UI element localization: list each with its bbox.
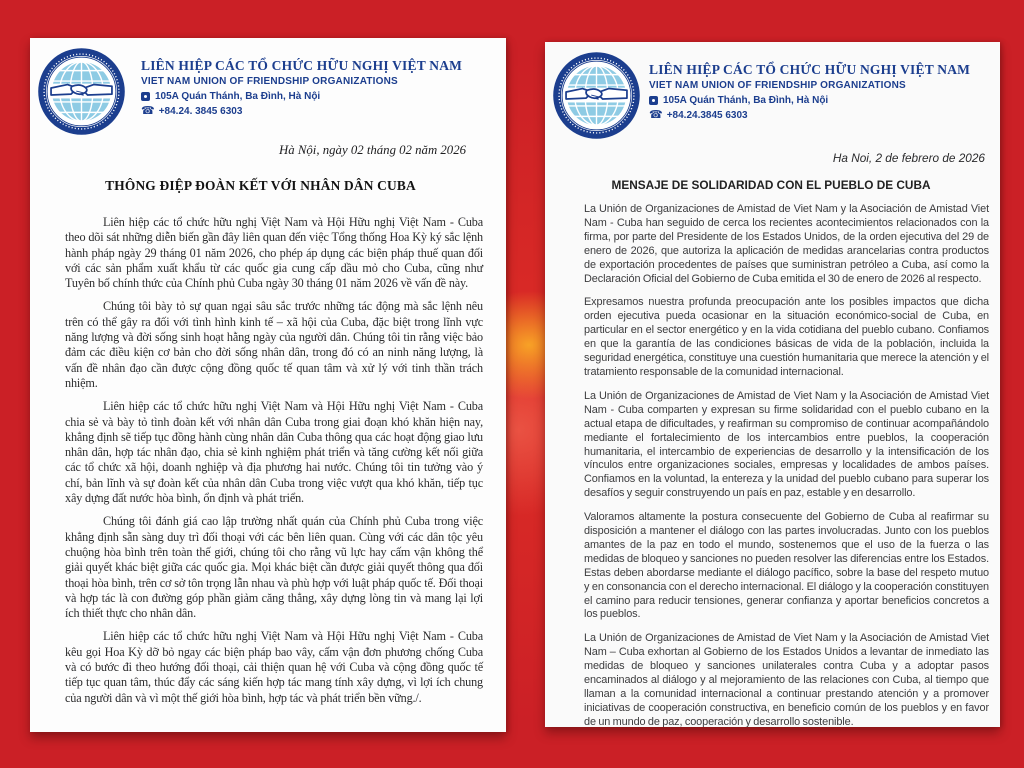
address-row bbox=[141, 91, 462, 102]
paragraph: Chúng tôi bày tỏ sự quan ngại sâu sắc trước những tác động mà sắc lệnh nêu trên có thể gây ra đối với tình hình kinh tế – xã hội của Cuba, đặc biệt trong lĩnh vực năng lượng và đời sống sinh hoạt hằng ngày của người dân. Chúng tôi tin rằng việc bảo đảm các điều kiện cơ bản cho đời sống nhân dân, trong đó có an ninh năng lượng, là vấn đề nhân đạo cần được cộng đồng quốc tế quan tâm và xử lý với tinh thần trách nhiệm. bbox=[65, 299, 483, 390]
document-spanish bbox=[545, 42, 1000, 727]
letterhead bbox=[553, 52, 989, 139]
document-vietnamese bbox=[30, 38, 506, 732]
org-identity bbox=[649, 52, 970, 121]
org-name-english: VIET NAM UNION OF FRIENDSHIP ORGANIZATIONS bbox=[141, 76, 398, 87]
paragraph: Liên hiệp các tổ chức hữu nghị Việt Nam và Hội Hữu nghị Việt Nam - Cuba chia sẻ và bày tỏ tình đoàn kết với nhân dân Cuba trong giai đoạn khó khăn hiện nay, khẳng định sẽ tiếp tục đồng hành cùng nhân dân Cuba thông qua các hoạt động giao lưu nhân dân, hợp tác nhân đạo, chia sẻ kinh nghiệm phát triển và tăng cường kết nối giữa các tổ chức xã hội, doanh nghiệp và địa phương hai nước. Chúng tôi tin tưởng vào ý chí, bản lĩnh và sự đoàn kết của nhân dân Cuba trong việc vượt qua khó khăn, tiếp tục xây dựng đất nước hòa bình, ổn định và phát triển. bbox=[65, 399, 483, 506]
document-title: THÔNG ĐIỆP ĐOÀN KẾT VỚI NHÂN DÂN CUBA bbox=[105, 178, 416, 193]
phone-row bbox=[649, 110, 970, 121]
phone-icon: ☎ bbox=[649, 109, 663, 121]
vufo-globe-handshake-seal-icon bbox=[38, 48, 125, 135]
phone-text: +84.24.3845 6303 bbox=[666, 110, 748, 121]
org-identity bbox=[141, 48, 462, 117]
dateline: Ha Noi, 2 de febrero de 2026 bbox=[832, 151, 985, 165]
paragraph: Liên hiệp các tổ chức hữu nghị Việt Nam và Hội Hữu nghị Việt Nam - Cuba kêu gọi Hoa Kỳ dỡ bỏ ngay các biện pháp bao vây, cấm vận đơn phương chống Cuba và có bước đi theo hướng đối thoại, cải thiện quan hệ với Cuba và cộng đồng quốc tế tiếp tục quan tâm, thúc đẩy các sáng kiến hợp tác mang tính xây dựng, vì lợi ích chung của người dân và vì một thế giới hòa bình, hợp tác và phát triển bền vững./. bbox=[65, 629, 483, 705]
org-name-vietnamese: LIÊN HIỆP CÁC TỔ CHỨC HỮU NGHỊ VIỆT NAM bbox=[141, 58, 463, 73]
paragraph: La Unión de Organizaciones de Amistad de Viet Nam y la Asociación de Amistad Viet Nam - Cuba han seguido de cerca los recientes acontecimientos relacionados con la firma, por parte del Presidente de los Estados Unidos, de la orden ejecutiva del 29 de enero de 2026, que autoriza la aplicación de medidas arancelarias contra productos de exportación procedentes de países que suministran petróleo a Cuba, así como la Declaración Oficial del Gobierno de Cuba emitida el 30 de enero de 2026 al respecto. bbox=[584, 203, 989, 285]
building-icon bbox=[141, 92, 150, 101]
paragraph: Valoramos altamente la postura consecuente del Gobierno de Cuba al reafirmar su disposición a mantener el diálogo con las partes involucradas. Junto con los pueblos amantes de la paz en todo el mundo, sostenemos que el uso de la fuerza o las medidas de bloqueo y sanciones no pueden resolver las diferencias entre los Estados. Estas deben abordarse mediante el diálogo pacífico, sobre la base del respeto mutuo y en consonancia con el derecho internacional. El diálogo y la cooperación constituyen el camino para reducir tensiones, generar confianza y aportar beneficios concretos a los pueblos. bbox=[584, 511, 989, 621]
address-text: 105A Quán Thánh, Ba Đình, Hà Nội bbox=[663, 95, 829, 106]
phone-row bbox=[141, 106, 462, 117]
document-body bbox=[38, 215, 483, 706]
dateline: Hà Nội, ngày 02 tháng 02 năm 2026 bbox=[279, 143, 466, 157]
phone-text: +84.24. 3845 6303 bbox=[158, 106, 243, 117]
building-icon bbox=[649, 96, 658, 105]
address-row bbox=[649, 95, 970, 106]
org-name-english: VIET NAM UNION OF FRIENDSHIP ORGANIZATIONS bbox=[649, 80, 906, 91]
paragraph: La Unión de Organizaciones de Amistad de Viet Nam y la Asociación de Amistad Viet Nam - Cuba comparten y expresan su firme solidaridad con el pueblo cubano en la actual etapa de dificultades, y reafirman su compromiso de continuar acompañándolo mediante el fortalecimiento de los intercambios entre pueblos, la cooperación humanitaria, el intercambio de experiencias de desarrollo y la intensificación de los vínculos entre organizaciones sociales, empresas y localidades de ambos países. Confiamos en la voluntad, la entereza y la unidad del pueblo cubano para superar los desafíos y seguir construyendo un país en paz, estable y en desarrollo. bbox=[584, 389, 989, 500]
paragraph: Expresamos nuestra profunda preocupación ante los posibles impactos que dicha orden ejecutiva pueda ocasionar en la situación económico-social de Cuba, en particular en el sector energético y en la vida cotidiana del pueblo cubano. Confiamos en que la garantía de las condiciones básicas de vida de la población, incluida la seguridad energética, constituye una cuestión humanitaria que merece la atención y el tratamiento responsable de la comunidad internacional. bbox=[584, 296, 989, 378]
document-body bbox=[553, 203, 989, 727]
letterhead bbox=[38, 48, 483, 135]
paragraph: Chúng tôi đánh giá cao lập trường nhất quán của Chính phủ Cuba trong việc khẳng định sẵn sàng duy trì đối thoại với các bên liên quan. Cùng với các dân tộc yêu chuộng hòa bình trên toàn thế giới, chúng tôi cho rằng vũ lực hay cấm vận không thể giải quyết khác biệt giữa các quốc gia. Mọi khác biệt cần được giải quyết thông qua đối thoại hòa bình, trên cơ sở tôn trọng lẫn nhau và phù hợp với luật pháp quốc tế. Đối thoại và hợp tác là con đường góp phần giảm căng thẳng, xây dựng lòng tin và mang lại lợi ích thiết thực cho nhân dân. bbox=[65, 514, 483, 621]
vufo-globe-handshake-seal-icon bbox=[553, 52, 640, 139]
org-name-vietnamese: LIÊN HIỆP CÁC TỔ CHỨC HỮU NGHỊ VIỆT NAM bbox=[649, 62, 971, 77]
document-title: MENSAJE DE SOLIDARIDAD CON EL PUEBLO DE CUBA bbox=[611, 178, 931, 192]
address-text: 105A Quán Thánh, Ba Đình, Hà Nội bbox=[155, 91, 321, 102]
phone-icon: ☎ bbox=[141, 105, 155, 117]
paragraph: Liên hiệp các tổ chức hữu nghị Việt Nam và Hội Hữu nghị Việt Nam - Cuba theo dõi sát những diễn biến gần đây liên quan đến việc Tổng thống Hoa Kỳ ký sắc lệnh hành pháp ngày 29 tháng 01 năm 2026, cho phép áp dụng các biện pháp thuế quan đối với các sản phẩm xuất khẩu từ các quốc gia cung cấp dầu mỏ cho Cuba, cũng như Tuyên bố chính thức của Chính phủ Cuba ngày 30 tháng 01 năm 2026 về vấn đề này. bbox=[65, 215, 483, 291]
paragraph: La Unión de Organizaciones de Amistad de Viet Nam y la Asociación de Amistad Viet Nam – Cuba exhortan al Gobierno de los Estados Unidos a levantar de inmediato las medidas de bloqueo y sanciones unilaterales contra Cuba y a adoptar pasos encaminados al diálogo y al mejoramiento de las relaciones con Cuba, al tiempo que llaman a la comunidad internacional a continuar prestando atención y a promover iniciativas de cooperación constructiva, en beneficio común de los pueblos y en favor de un mundo de paz, cooperación y desarrollo sostenible. bbox=[584, 632, 989, 727]
